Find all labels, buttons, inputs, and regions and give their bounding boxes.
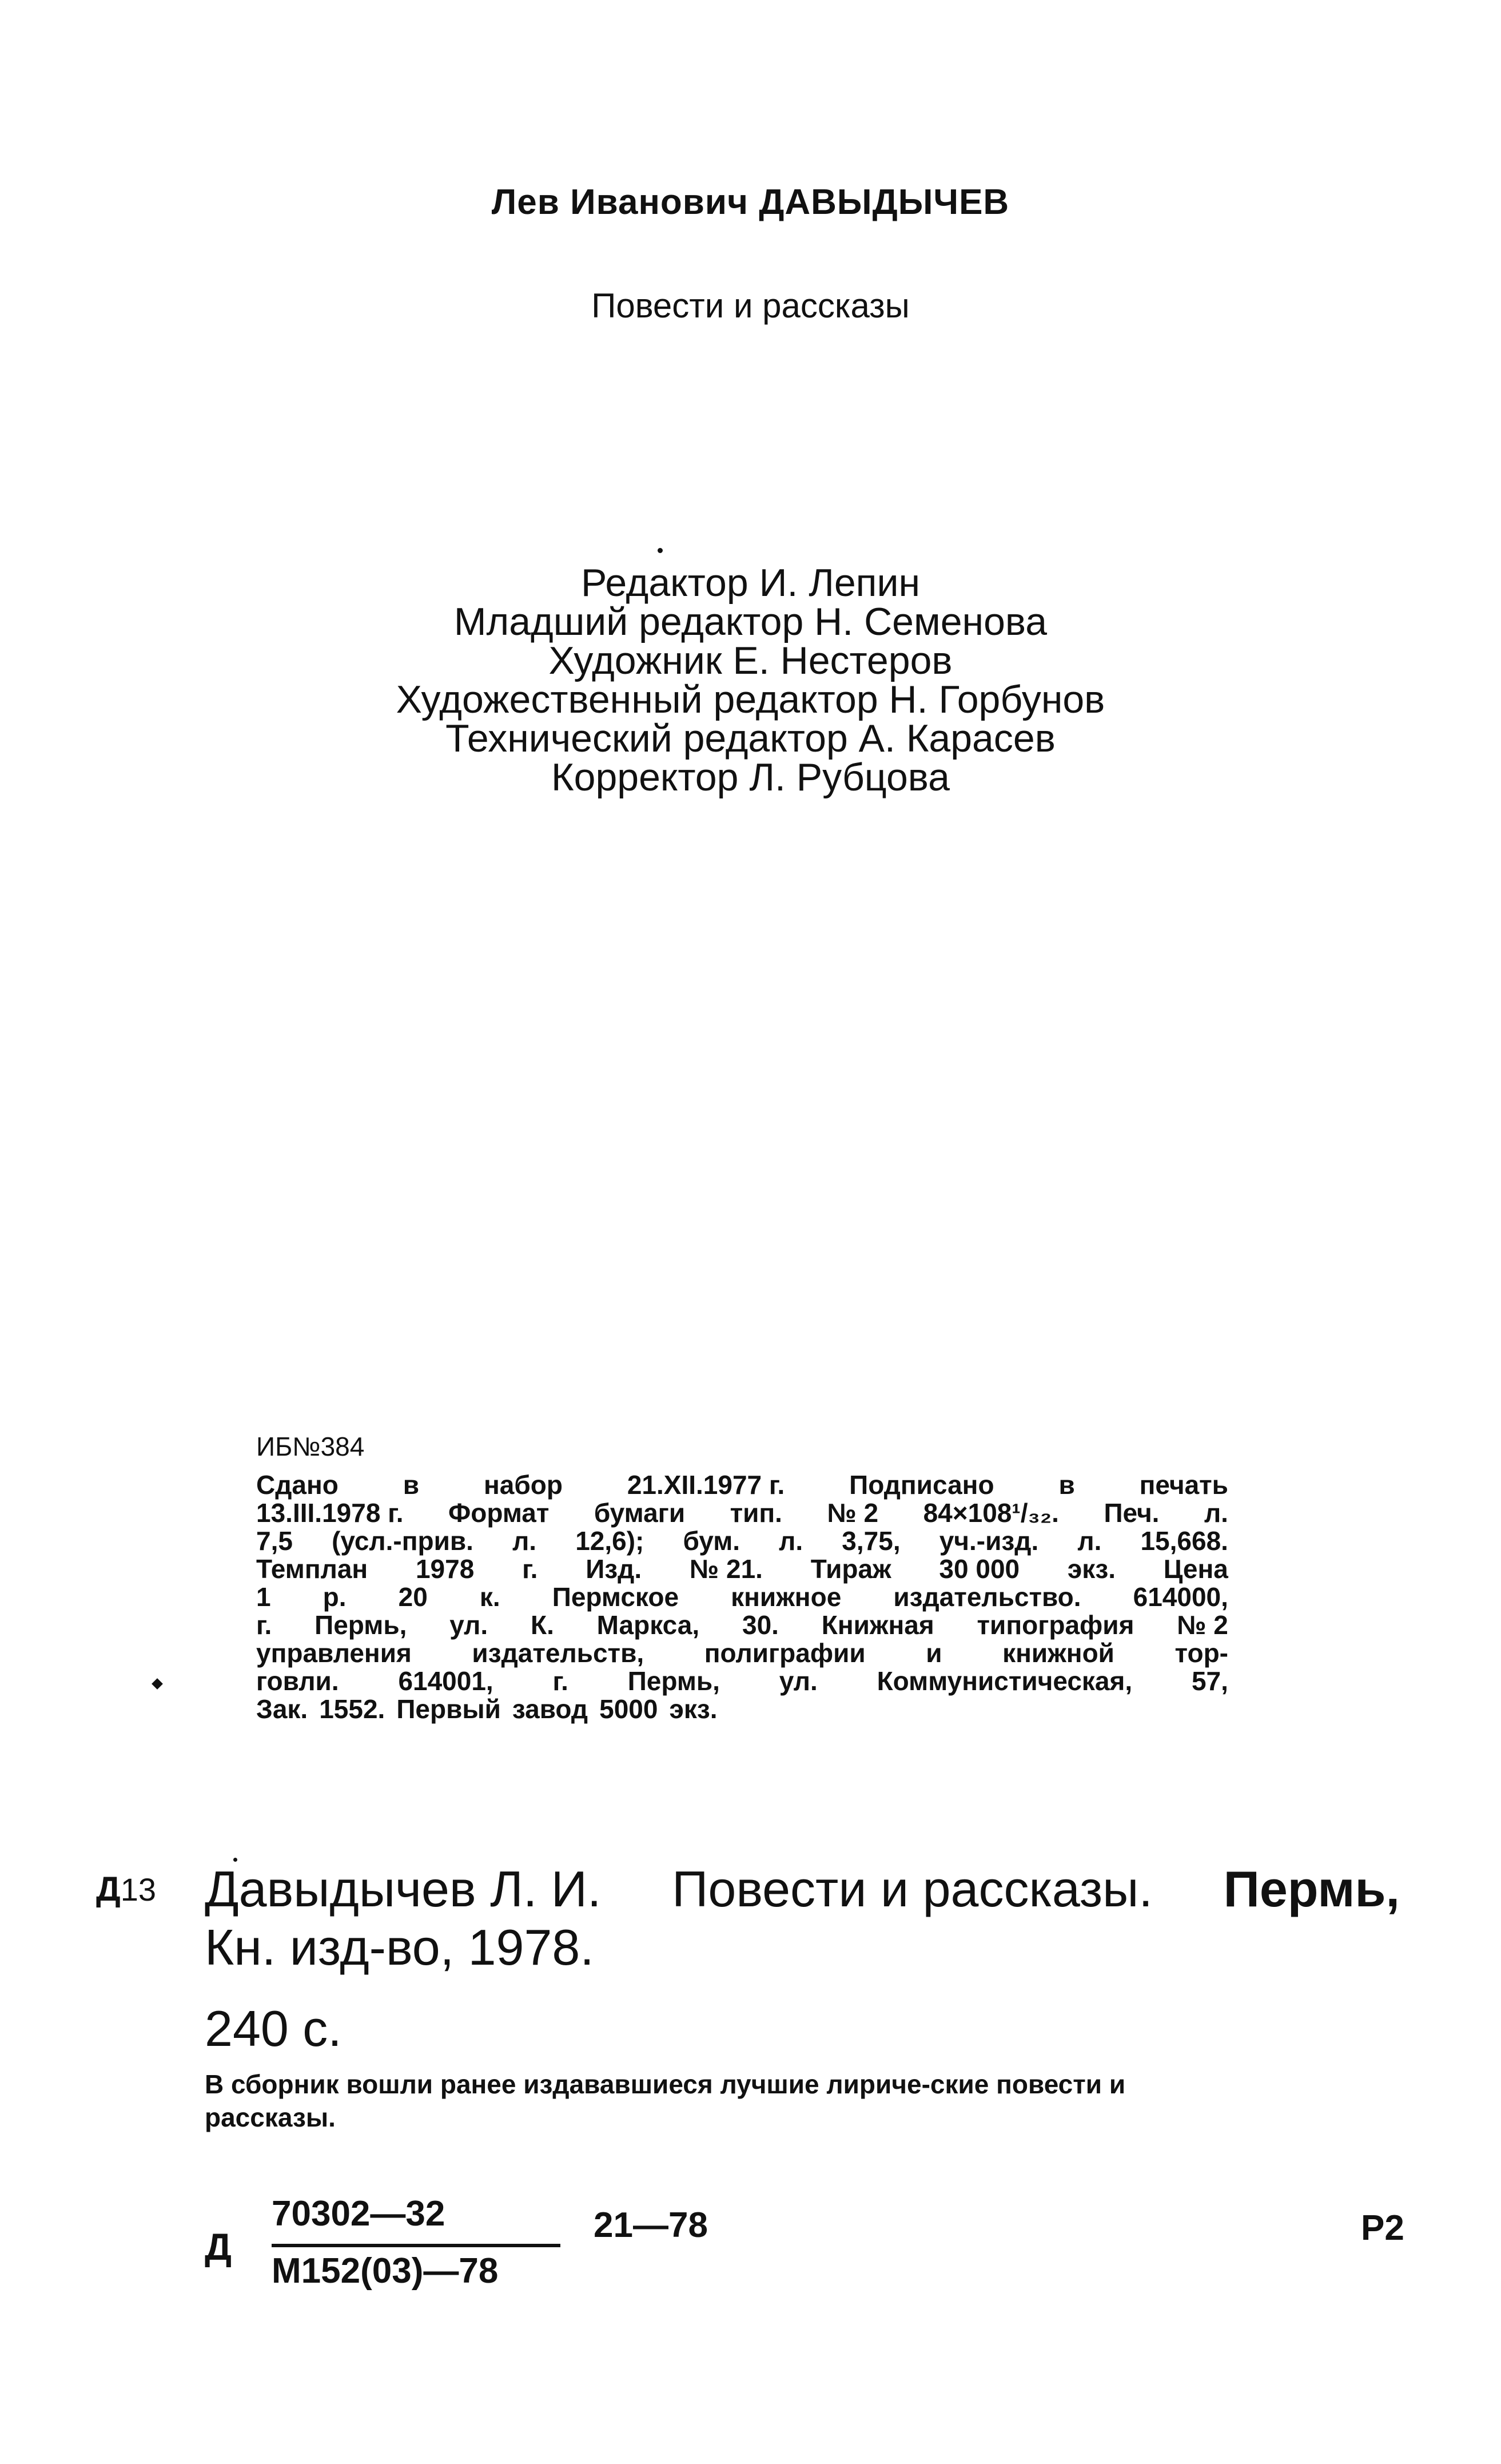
imprint-word: Первый bbox=[396, 1694, 501, 1724]
imprint-word: тор- bbox=[1174, 1638, 1228, 1668]
imprint-word: издательство. bbox=[893, 1582, 1081, 1612]
imprint-word: р. bbox=[323, 1582, 347, 1612]
ib-number: ИБ№384 bbox=[256, 1432, 365, 1461]
imprint-word: бум. bbox=[683, 1526, 740, 1556]
imprint-word: экз. bbox=[669, 1694, 718, 1724]
credit-junior-editor: Младший редактор Н. Семенова bbox=[453, 600, 1048, 643]
imprint-line bbox=[256, 1695, 1228, 1723]
imprint-word: № 2 bbox=[1177, 1610, 1228, 1640]
imprint-word: экз. bbox=[1067, 1554, 1116, 1584]
book-title: Повести и рассказы bbox=[591, 287, 910, 325]
imprint-word: 30 000 bbox=[939, 1554, 1020, 1584]
imprint-word: 20 bbox=[398, 1582, 428, 1612]
catalog-index bbox=[96, 1869, 156, 1909]
imprint-word: л. bbox=[512, 1526, 537, 1556]
imprint-word: 614000, bbox=[1133, 1582, 1228, 1612]
imprint-word: Печ. bbox=[1104, 1498, 1160, 1528]
imprint-word: издательств, bbox=[472, 1638, 644, 1668]
code-numerator: 70302—32 bbox=[272, 2194, 445, 2234]
code-denominator: М152(03)—78 bbox=[272, 2251, 499, 2291]
imprint-word: 30. bbox=[742, 1610, 779, 1640]
imprint-block bbox=[256, 1433, 1228, 1723]
imprint-line bbox=[256, 1639, 1228, 1667]
imprint-word: Пермь, bbox=[314, 1610, 407, 1640]
imprint-word: 1552. bbox=[319, 1694, 385, 1724]
imprint-line bbox=[256, 1499, 1228, 1527]
imprint-word: г. bbox=[522, 1554, 538, 1584]
annotation: В сборник вошли ранее издававшиеся лучшие лириче-ские повести и рассказы. bbox=[205, 2069, 1126, 2132]
catalog-index-number: 13 bbox=[120, 1871, 157, 1907]
imprint-word: управления bbox=[256, 1638, 412, 1668]
imprint-word: 1 bbox=[256, 1582, 271, 1612]
imprint-line bbox=[256, 1667, 1228, 1695]
fraction-bar bbox=[272, 2244, 560, 2247]
imprint-word: 1978 bbox=[415, 1554, 475, 1584]
catalog-author: Давыдычев Л. И. bbox=[205, 1861, 602, 1917]
imprint-line bbox=[256, 1611, 1228, 1639]
imprint-line bbox=[256, 1583, 1228, 1611]
imprint-word: бумаги bbox=[594, 1498, 686, 1528]
code-middle: 21—78 bbox=[594, 2205, 708, 2245]
imprint-word: Сдано bbox=[256, 1470, 339, 1500]
credit-proofreader: Корректор Л. Рубцова bbox=[551, 756, 950, 799]
imprint-word: типография bbox=[977, 1610, 1134, 1640]
imprint-word: книжное bbox=[731, 1582, 842, 1612]
imprint-word: 614001, bbox=[398, 1666, 493, 1696]
imprint-word: № 2 bbox=[827, 1498, 879, 1528]
imprint-word: говли. bbox=[256, 1666, 339, 1696]
imprint-word: Пермь, bbox=[627, 1666, 720, 1696]
imprint-word: 21.XII.1977 г. bbox=[627, 1470, 785, 1500]
imprint-line bbox=[256, 1555, 1228, 1583]
credit-art-editor: Художественный редактор Н. Горбунов bbox=[396, 678, 1105, 721]
imprint-word: г. bbox=[256, 1610, 272, 1640]
imprint-word: Пермское bbox=[552, 1582, 679, 1612]
imprint-word: Маркса, bbox=[596, 1610, 700, 1640]
imprint-word: Книжная bbox=[821, 1610, 934, 1640]
imprint-word: уч.-изд. bbox=[939, 1526, 1039, 1556]
imprint-word: 15,668. bbox=[1140, 1526, 1228, 1556]
imprint-word: завод bbox=[512, 1694, 588, 1724]
credit-artist: Художник Е. Нестеров bbox=[548, 639, 953, 682]
margin-mark bbox=[152, 1678, 163, 1690]
catalog-city: Пермь, bbox=[1223, 1861, 1400, 1917]
code-class: Р2 bbox=[1361, 2208, 1404, 2248]
credit-tech-editor: Технический редактор А. Карасев bbox=[445, 717, 1056, 760]
imprint-word: в bbox=[403, 1470, 420, 1500]
imprint-lines bbox=[256, 1471, 1228, 1723]
imprint-word: 12,6); bbox=[575, 1526, 644, 1556]
imprint-word: (усл.-прив. bbox=[332, 1526, 473, 1556]
imprint-line bbox=[256, 1471, 1228, 1499]
code-letter: Д bbox=[205, 2225, 232, 2268]
imprint-word: ул. bbox=[779, 1666, 818, 1696]
author-line: Лев Иванович ДАВЫДЫЧЕВ bbox=[491, 182, 1010, 222]
imprint-word: л. bbox=[779, 1526, 803, 1556]
imprint-word: 57, bbox=[1191, 1666, 1228, 1696]
imprint-word: л. bbox=[1204, 1498, 1228, 1528]
imprint-word: Коммунистическая, bbox=[877, 1666, 1133, 1696]
catalog-pages: 240 с. bbox=[205, 2000, 342, 2057]
imprint-word: № 21. bbox=[689, 1554, 763, 1584]
credits-block bbox=[0, 563, 1501, 797]
imprint-word: тип. bbox=[730, 1498, 782, 1528]
imprint-word: Цена bbox=[1163, 1554, 1228, 1584]
imprint-word: Изд. bbox=[586, 1554, 642, 1584]
imprint-word: полиграфии bbox=[704, 1638, 866, 1668]
imprint-word: 84×108¹/₃₂. bbox=[923, 1498, 1059, 1528]
imprint-word: 13.III.1978 г. bbox=[256, 1498, 404, 1528]
imprint-word: г. bbox=[552, 1666, 568, 1696]
imprint-word: к. bbox=[479, 1582, 500, 1612]
imprint-word: К. bbox=[531, 1610, 554, 1640]
imprint-word: Формат bbox=[448, 1498, 550, 1528]
imprint-word: Тираж bbox=[810, 1554, 891, 1584]
imprint-word: 5000 bbox=[599, 1694, 658, 1724]
imprint-word: л. bbox=[1077, 1526, 1102, 1556]
imprint-word: печать bbox=[1139, 1470, 1228, 1500]
credit-editor: Редактор И. Лепин bbox=[580, 561, 921, 605]
imprint-word: и bbox=[926, 1638, 942, 1668]
imprint-word: в bbox=[1058, 1470, 1075, 1500]
imprint-line bbox=[256, 1527, 1228, 1555]
imprint-word: книжной bbox=[1002, 1638, 1114, 1668]
imprint-word: Зак. bbox=[256, 1694, 308, 1724]
imprint-word: набор bbox=[483, 1470, 563, 1500]
decorative-dot bbox=[658, 548, 663, 553]
catalog-index-letter: Д bbox=[96, 1870, 121, 1908]
imprint-word: Подписано bbox=[849, 1470, 994, 1500]
catalog-title: Повести и рассказы. bbox=[672, 1861, 1153, 1917]
imprint-word: ул. bbox=[449, 1610, 488, 1640]
bibliographic-entry bbox=[205, 1860, 1400, 2058]
imprint-word: 3,75, bbox=[842, 1526, 901, 1556]
imprint-word: 7,5 bbox=[256, 1526, 293, 1556]
imprint-word: Темплан bbox=[256, 1554, 368, 1584]
catalog-publisher: Кн. изд-во, 1978. bbox=[205, 1919, 594, 1976]
